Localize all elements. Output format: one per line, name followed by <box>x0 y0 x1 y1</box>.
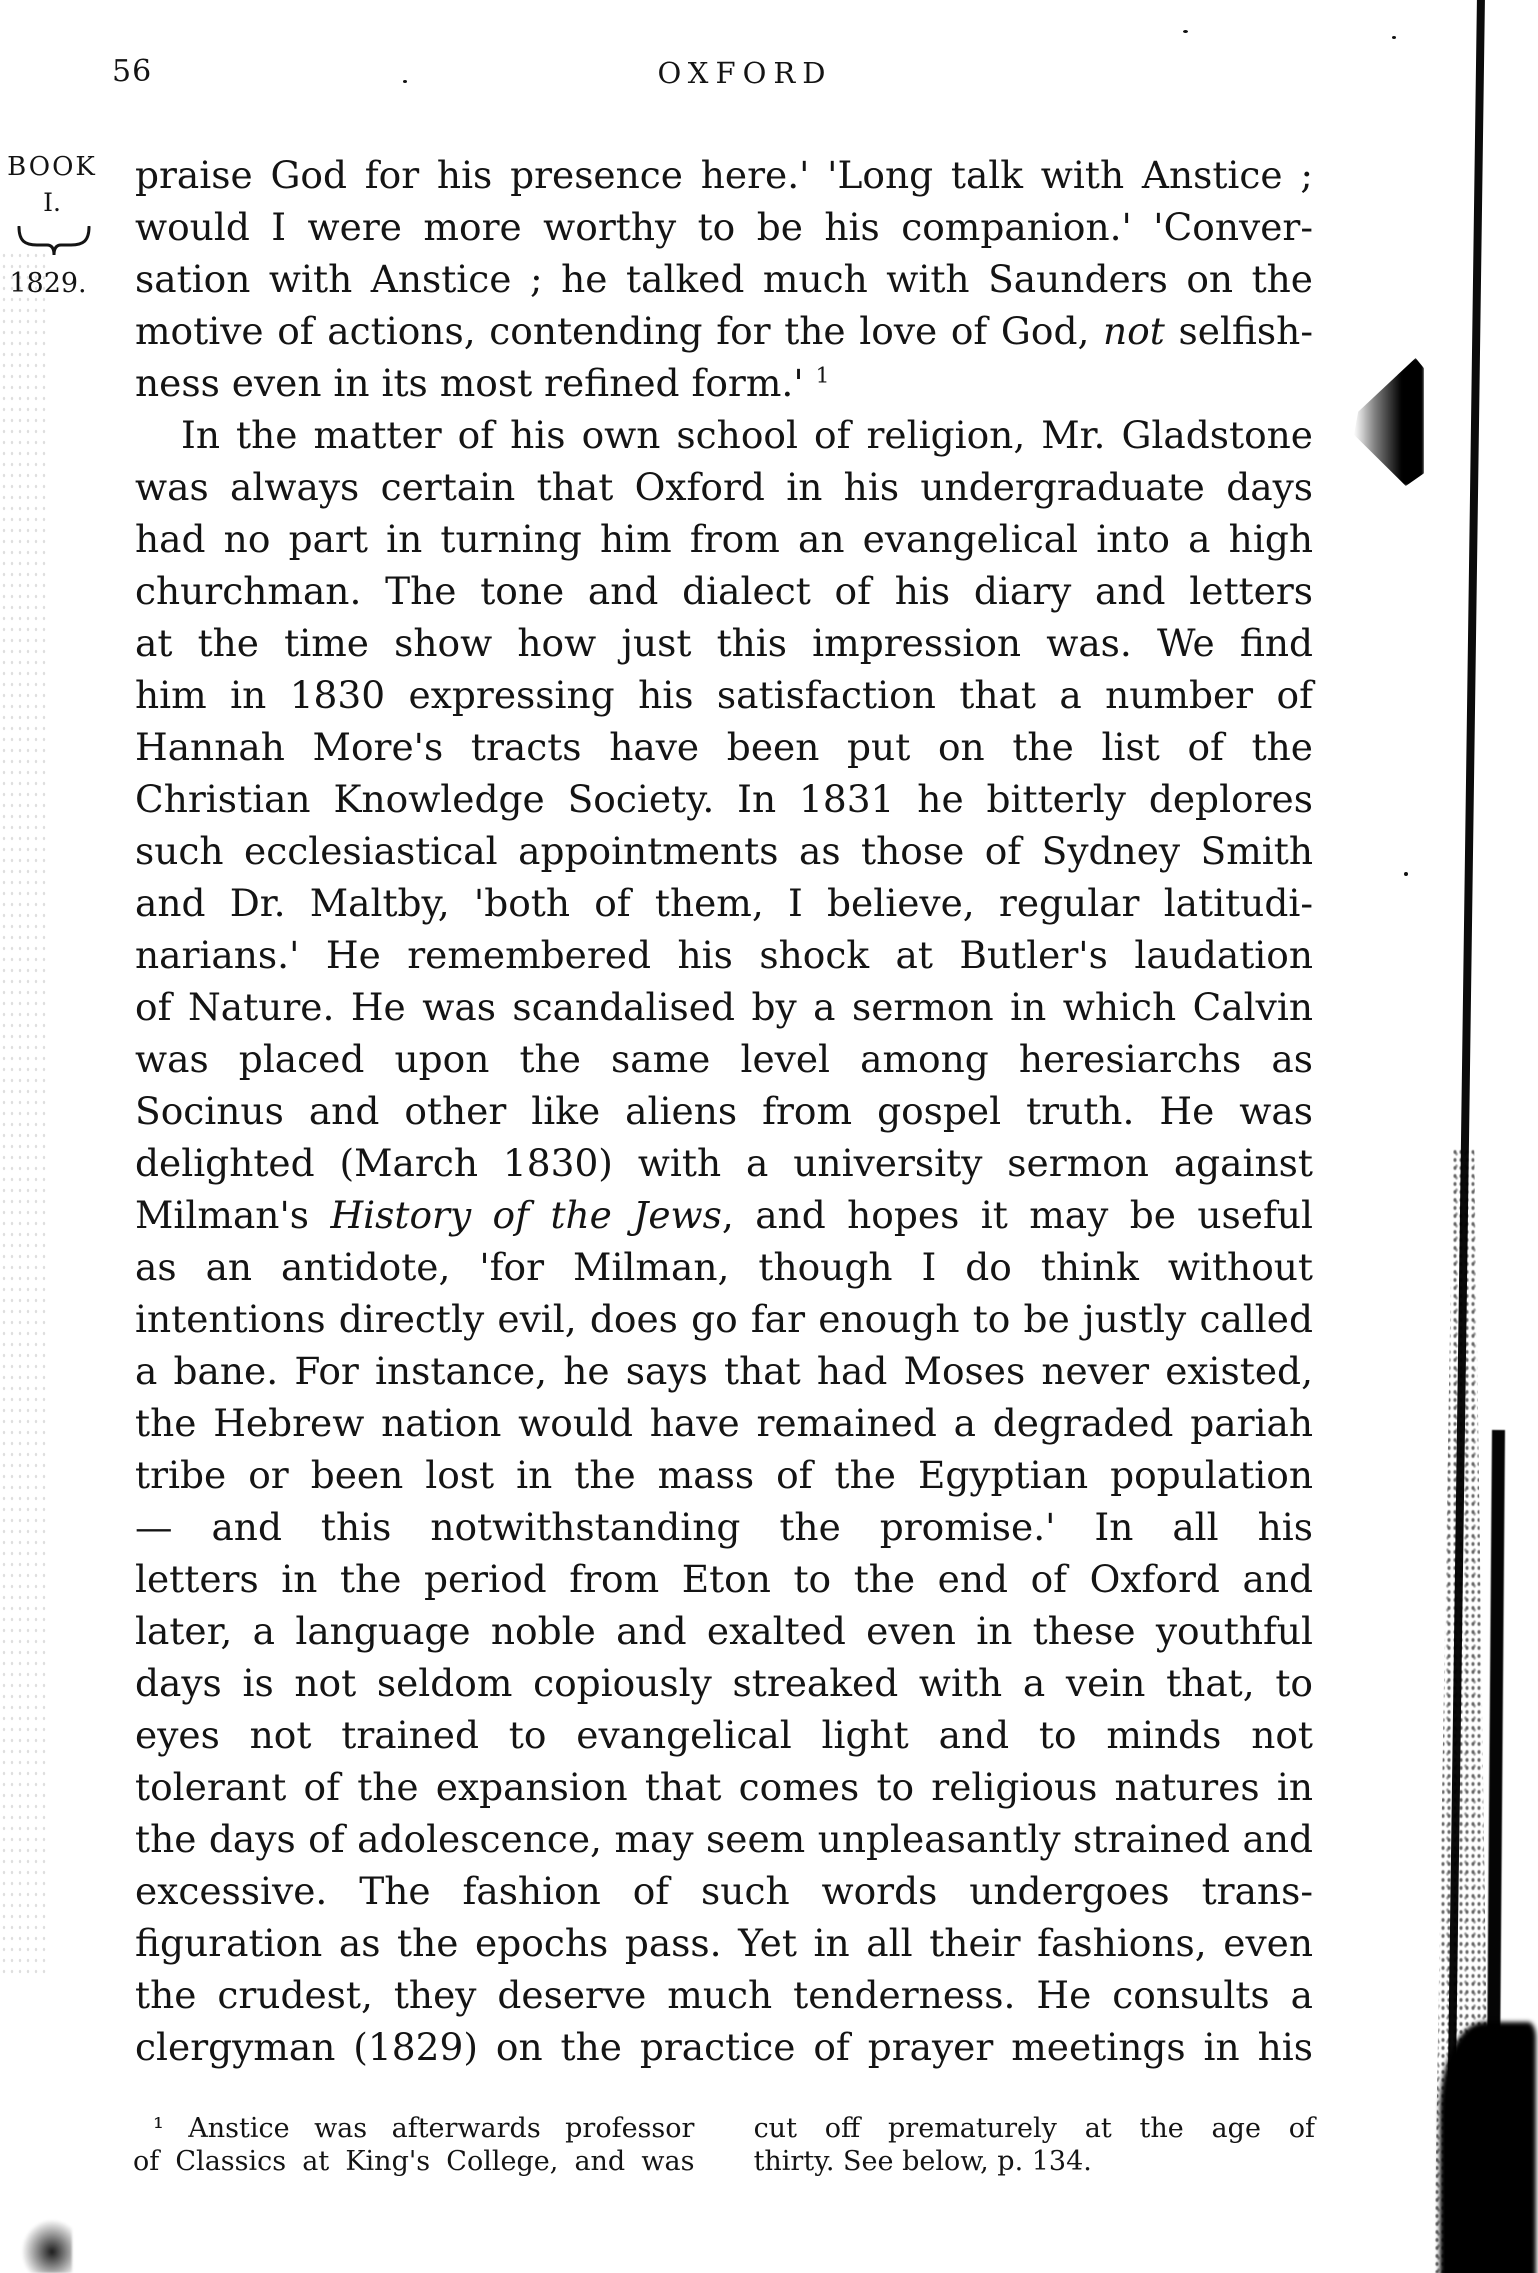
footnote <box>133 2112 1315 2178</box>
body-line: the crudest, they deserve much tenderness. He consults a <box>135 1973 1313 2017</box>
scan-corner-blob <box>1440 2022 1536 2273</box>
body-line: the Hebrew nation would have remained a degraded pariah <box>135 1401 1313 1445</box>
body-line: motive of actions, contending for the love of God, not selfish- <box>135 309 1313 353</box>
margin-year-label: 1829. <box>9 268 87 299</box>
footnote-line: of Classics at King's College, and was <box>133 2146 695 2177</box>
body-line: ness even in its most refined form.' $^1$ <box>135 361 830 405</box>
body-line: such ecclesiastical appointments as those of Sydney Smith <box>135 829 1313 873</box>
margin-book-label: BOOK <box>7 152 97 182</box>
body-line: sation with Anstice ; he talked much with Saunders on the <box>135 257 1313 301</box>
footnote-left-column <box>133 2112 694 2178</box>
body-line: as an antidote, 'for Milman, though I do think without <box>135 1245 1313 1289</box>
ink-speck <box>1404 872 1408 876</box>
margin-volume-label: I. <box>43 188 61 217</box>
body-line: intentions directly evil, does go far enough to be justly called <box>135 1297 1313 1341</box>
body-line: was always certain that Oxford in his undergraduate days <box>135 465 1313 509</box>
body-line: figuration as the epochs pass. Yet in all their fashions, even <box>135 1921 1313 1965</box>
ink-speck <box>1392 36 1396 39</box>
footnote-line: ¹ Anstice was afterwards professor <box>153 2113 695 2144</box>
body-line: — and this notwithstanding the promise.' In all his <box>135 1505 1313 1549</box>
body-line: was placed upon the same level among heresiarchs as <box>135 1037 1313 1081</box>
body-line: praise God for his presence here.' 'Long talk with Anstice ; <box>135 153 1313 197</box>
running-head: OXFORD <box>657 56 833 90</box>
footnote-line: thirty. See below, p. 134. <box>753 2146 1092 2177</box>
body-line: Socinus and other like aliens from gospel truth. He was <box>135 1089 1313 1133</box>
body-line: eyes not trained to evangelical light and to minds not <box>135 1713 1313 1757</box>
body-line: the days of adolescence, may seem unpleasantly strained and <box>135 1817 1313 1861</box>
body-line: Hannah More's tracts have been put on the list of the <box>135 725 1313 769</box>
ink-speck <box>1183 30 1188 33</box>
body-line: Milman's History of the Jews, and hopes it may be useful <box>135 1193 1313 1237</box>
body-line: narians.' He remembered his shock at Butler's laudation <box>135 933 1313 977</box>
body-line: tribe or been lost in the mass of the Egyptian population <box>135 1453 1313 1497</box>
ink-smudge-right <box>1354 358 1424 486</box>
ink-smudge-bottom-left <box>22 2220 72 2273</box>
ink-speck <box>403 80 407 83</box>
body-line: Christian Knowledge Society. In 1831 he bitterly deplores <box>135 777 1313 821</box>
body-line: excessive. The fashion of such words undergoes trans- <box>135 1869 1313 1913</box>
footnote-line: cut off prematurely at the age of <box>753 2113 1315 2144</box>
body-line: clergyman (1829) on the practice of prayer meetings in his <box>135 2025 1313 2069</box>
body-line: tolerant of the expansion that comes to religious natures in <box>135 1765 1313 1809</box>
body-line: letters in the period from Eton to the end of Oxford and <box>135 1557 1313 1601</box>
body-line: a bane. For instance, he says that had Moses never existed, <box>135 1349 1313 1393</box>
body-line: of Nature. He was scandalised by a sermon in which Calvin <box>135 985 1313 1029</box>
body-line: had no part in turning him from an evangelical into a high <box>135 517 1313 561</box>
body-line: at the time show how just this impression was. We find <box>135 621 1313 665</box>
body-line: and Dr. Maltby, 'both of them, I believe, regular latitudi- <box>135 881 1313 925</box>
body-line: churchman. The tone and dialect of his diary and letters <box>135 569 1313 613</box>
scan-speckle-left-margin <box>0 250 46 1980</box>
page-body <box>135 149 1313 2073</box>
body-line: In the matter of his own school of religion, Mr. Gladstone <box>181 413 1313 457</box>
footnote-right-column <box>754 2112 1315 2178</box>
body-line: him in 1830 expressing his satisfaction that a number of <box>135 673 1313 717</box>
body-line: would I were more worthy to be his companion.' 'Conver- <box>135 205 1313 249</box>
body-line: later, a language noble and exalted even in these youthful <box>135 1609 1313 1653</box>
body-line: delighted (March 1830) with a university sermon against <box>135 1141 1313 1185</box>
page-number: 56 <box>112 54 153 89</box>
body-line: days is not seldom copiously streaked with a vein that, to <box>135 1661 1313 1705</box>
